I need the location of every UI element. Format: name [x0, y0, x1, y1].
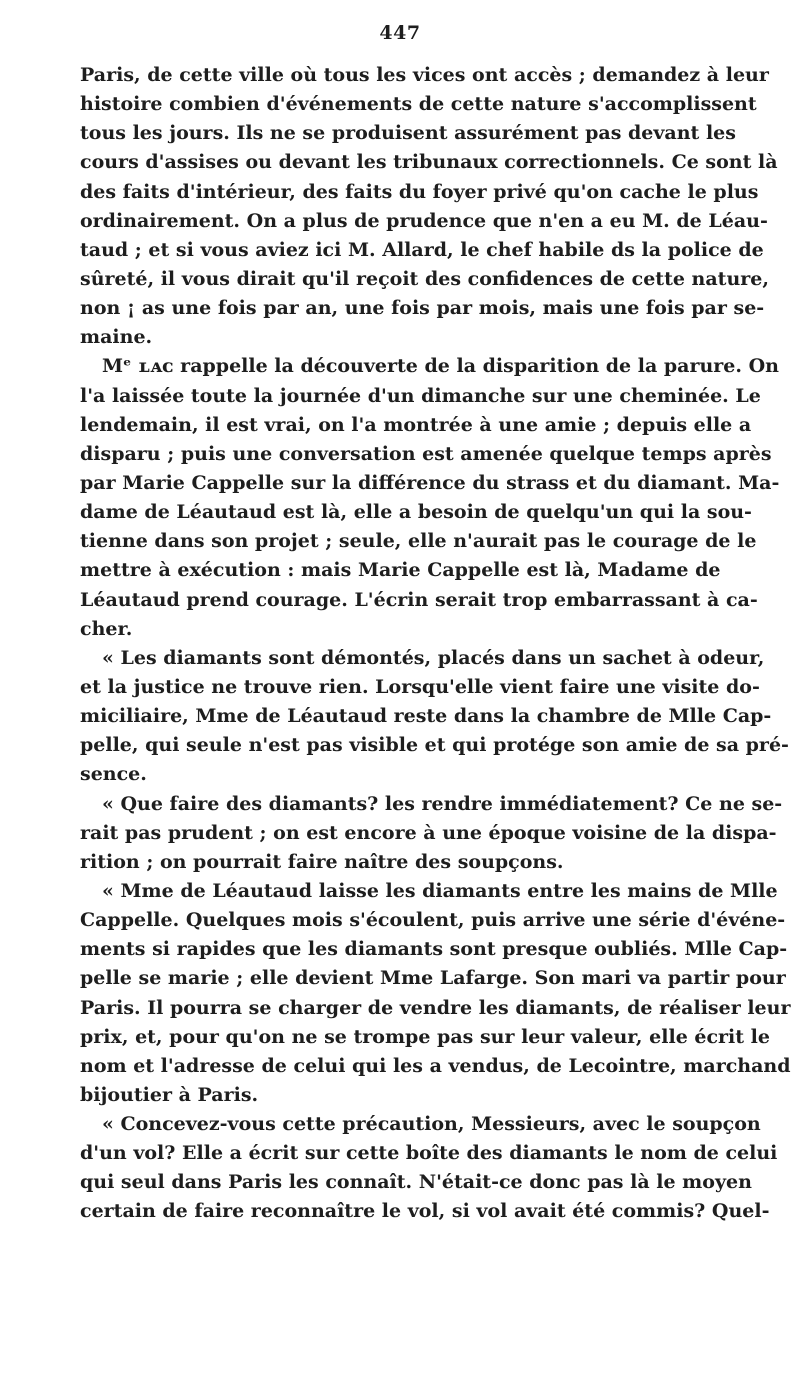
text-line: sûreté, il vous dirait qu'il reçoit des confidences de cette nature, — [80, 267, 769, 290]
text-line: tous les jours. Ils ne se produisent assurément pas devant les — [80, 122, 736, 145]
text-line: « Les diamants sont démontés, placés dans un sachet à odeur, — [102, 646, 765, 669]
text-line: histoire combien d'événements de cette nature s'accomplissent — [80, 93, 757, 116]
text-line: « Concevez-vous cette précaution, Messieurs, avec le soupçon — [102, 1113, 761, 1136]
text-line: l'a laissée toute la journée d'un dimanche sur une cheminée. Le — [80, 384, 761, 407]
text-line: tienne dans son projet ; seule, elle n'aurait pas le courage de le — [80, 530, 757, 553]
text-line: non ¡ as une fois par an, une fois par mois, mais une fois par se- — [80, 297, 765, 320]
text-line: dame de Léautaud est là, elle a besoin de quelqu'un qui la sou- — [80, 501, 752, 524]
text-line: maine. — [80, 326, 153, 349]
text-line: mettre à exécution : mais Marie Cappelle est là, Madame de — [80, 559, 721, 582]
text-line: Cappelle. Quelques mois s'écoulent, puis arrive une série d'événe- — [80, 909, 786, 932]
text-line: lendemain, il est vrai, on l'a montrée à une amie ; depuis elle a — [80, 413, 752, 436]
text-line: ments si rapides que les diamants sont presque oubliés. Mlle Cap- — [80, 938, 788, 961]
page-number: 447 — [379, 22, 421, 44]
text-line: « Que faire des diamants? les rendre immédiatement? Ce ne se- — [102, 792, 783, 815]
text-line: prix, et, pour qu'on ne se trompe pas sur leur valeur, elle écrit le — [80, 1025, 770, 1048]
text-line: pelle se marie ; elle devient Mme Lafarge. Son mari va partir pour — [80, 967, 786, 990]
text-line: rition ; on pourrait faire naître des soupçons. — [80, 850, 564, 873]
text-line: miciliaire, Mme de Léautaud reste dans la chambre de Mlle Cap- — [80, 705, 772, 728]
text-line: qui seul dans Paris les connaît. N'était-ce donc pas là le moyen — [80, 1171, 752, 1194]
text-line: Paris, de cette ville où tous les vices ont accès ; demandez à leur — [80, 64, 769, 86]
text-line: sence. — [80, 763, 147, 786]
body-text — [80, 61, 791, 1227]
text-line: rait pas prudent ; on est encore à une époque voisine de la dispa- — [80, 821, 777, 844]
text-line: taud ; et si vous aviez ici M. Allard, le chef habile ds la police de — [80, 238, 764, 261]
text-line: cher. — [80, 617, 133, 640]
text-line: ordinairement. On a plus de prudence que n'en a eu M. de Léau- — [80, 209, 768, 232]
text-line: cours d'assises ou devant les tribunaux correctionnels. Ce sont là — [80, 151, 778, 174]
text-line: Léautaud prend courage. L'écrin serait trop embarrassant à ca- — [80, 588, 758, 611]
text-line: certain de faire reconnaître le vol, si vol avait été commis? Quel- — [80, 1200, 770, 1223]
text-line: nom et l'adresse de celui qui les a vendus, de Lecointre, marchand — [80, 1054, 791, 1077]
text-line: Mᵉ ʟᴀᴄ rappelle la découverte de la disparition de la parure. On — [102, 355, 779, 378]
text-line: « Mme de Léautaud laisse les diamants entre les mains de Mlle — [102, 879, 778, 902]
text-line: pelle, qui seule n'est pas visible et qui protége son amie de sa pré- — [80, 734, 789, 757]
text-line: des faits d'intérieur, des faits du foyer privé qu'on cache le plus — [80, 180, 759, 203]
text-line: disparu ; puis une conversation est amenée quelque temps après — [80, 442, 772, 465]
text-line: et la justice ne trouve rien. Lorsqu'elle vient faire une visite do- — [80, 675, 760, 698]
text-line: par Marie Cappelle sur la différence du strass et du diamant. Ma- — [80, 471, 780, 494]
text-line: d'un vol? Elle a écrit sur cette boîte des diamants le nom de celui — [80, 1142, 778, 1165]
text-line: bijoutier à Paris. — [80, 1083, 259, 1106]
text-line: Paris. Il pourra se charger de vendre les diamants, de réaliser leur — [80, 996, 791, 1019]
